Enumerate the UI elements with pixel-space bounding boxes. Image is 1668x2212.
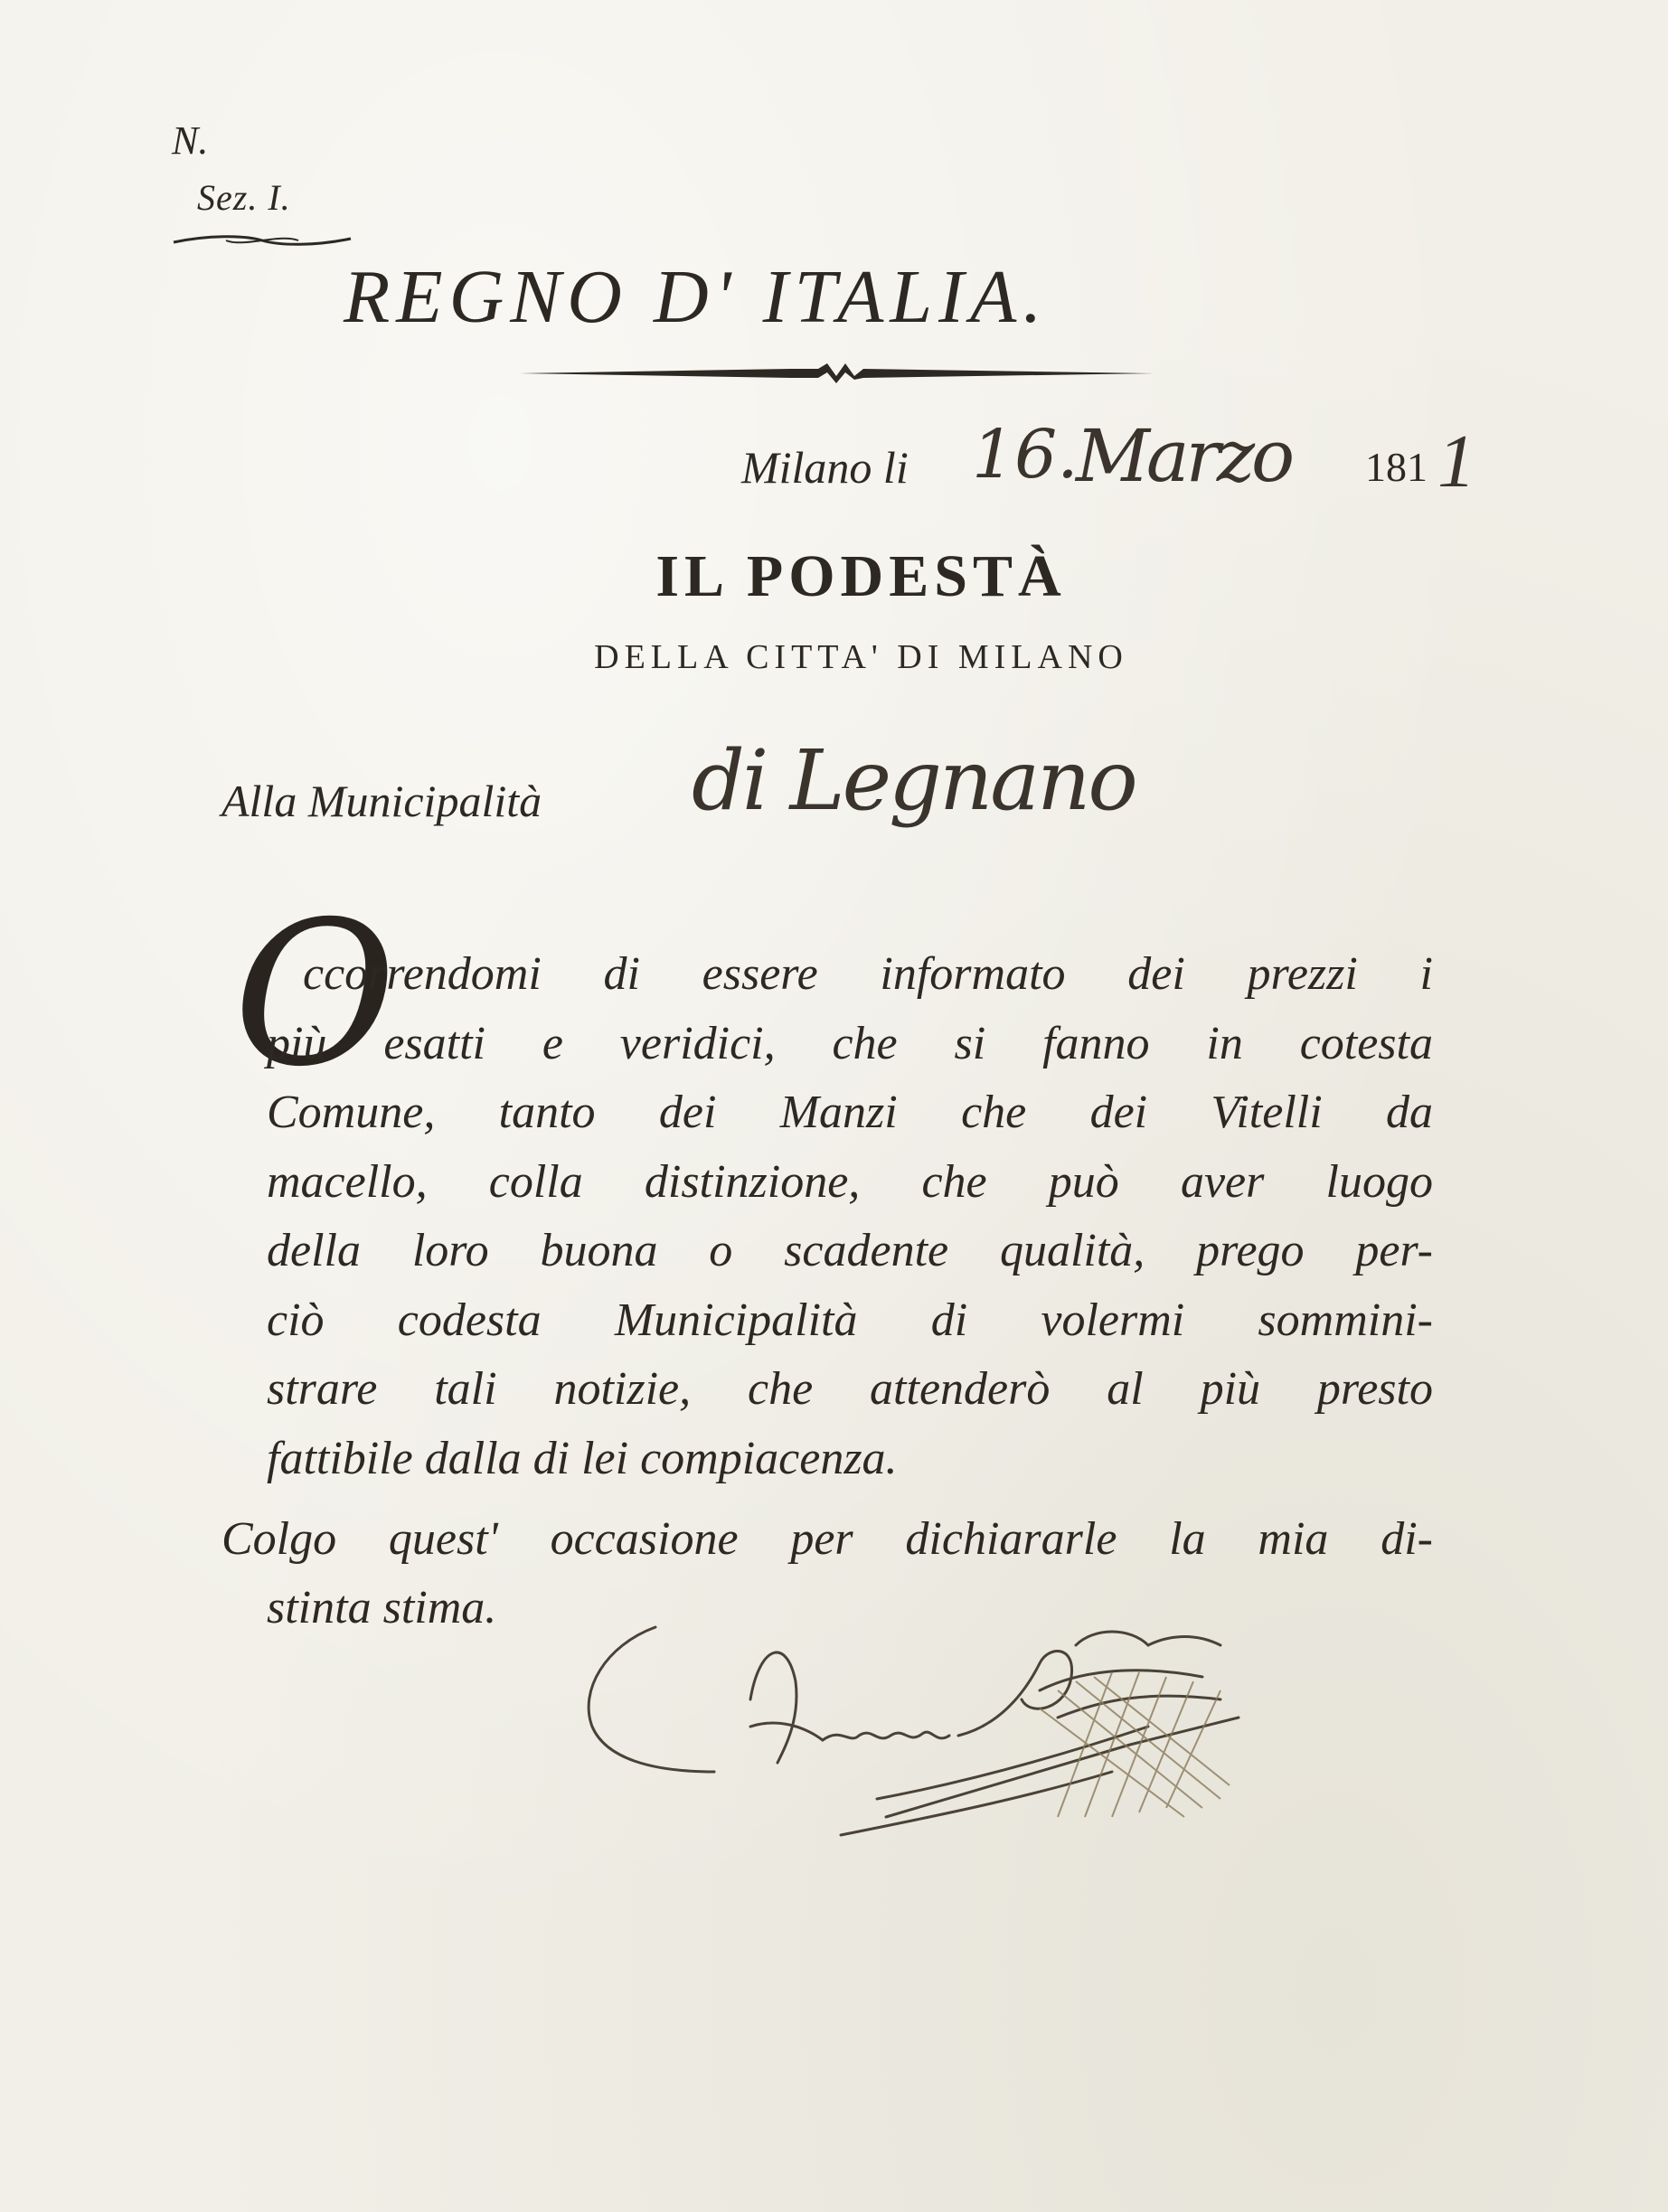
body-line: della loro buona o scadente qualità, prego per-: [267, 1225, 1433, 1276]
issuer-subtitle: DELLA CITTA' DI MILANO: [594, 638, 1128, 676]
body-line: ccorrendomi di essere informato dei prezzi i: [303, 948, 1433, 1000]
handwritten-signature-icon: [570, 1591, 1257, 1889]
ornamental-rule-icon: [520, 360, 1153, 387]
handwritten-month: Marzo: [1076, 414, 1292, 498]
body-line: ciò codesta Municipalità di volermi sommini-: [267, 1294, 1433, 1346]
addressee-line: [221, 732, 1397, 881]
handwritten-day: 16.: [972, 416, 1079, 494]
date-line: [741, 414, 1555, 533]
body-line: strare tali notizie, che attenderò al più presto: [267, 1363, 1433, 1415]
addressee-handwritten: di Legnano: [692, 732, 1136, 829]
section-label: Sez. I.: [197, 177, 291, 218]
number-label: N.: [172, 118, 209, 163]
closing-line: Colgo quest' occasione per dichiararle la mia di-: [221, 1513, 1433, 1565]
flourish-rule-icon: [172, 228, 353, 255]
document-title: REGNO D' ITALIA.: [344, 255, 1049, 339]
date-place: Milano li: [741, 442, 909, 493]
addressee-label: Alla Municipalità: [221, 776, 542, 826]
closing-line: stinta stima.: [267, 1582, 497, 1633]
body-line: più esatti e veridici, che si fanno in cotesta: [267, 1017, 1433, 1069]
body-line: Comune, tanto dei Manzi che dei Vitelli da: [267, 1087, 1433, 1138]
body-paragraph: [267, 940, 1433, 1493]
printed-year: 181: [1365, 444, 1428, 490]
issuer-title: IL PODESTÀ: [655, 543, 1067, 609]
body-line: fattibile dalla di lei compiacenza.: [267, 1432, 898, 1484]
body-line: macello, colla distinzione, che può aver luogo: [267, 1155, 1433, 1208]
handwritten-year-digit: 1: [1437, 419, 1475, 504]
drop-cap: O: [233, 879, 397, 1110]
